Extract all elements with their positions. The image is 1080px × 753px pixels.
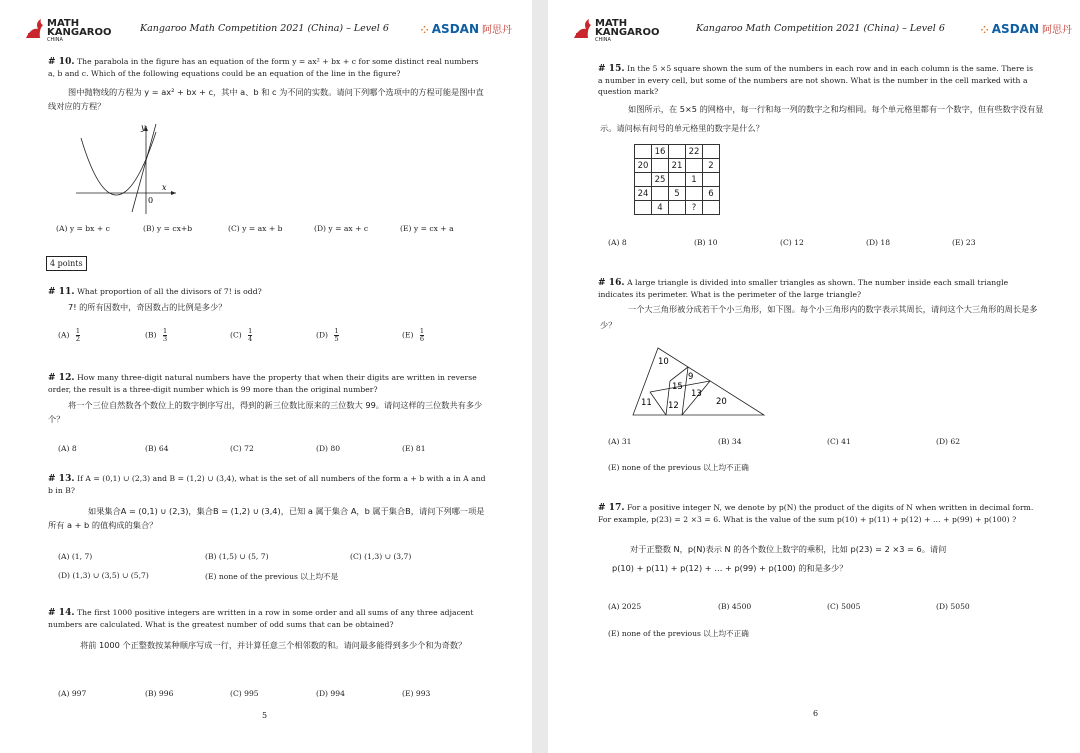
q14-number: # 14. <box>48 608 75 618</box>
q15-grid-cell <box>669 201 686 215</box>
q15-option-b[interactable]: (B) 10 <box>694 238 718 247</box>
kangaroo-logo-icon <box>24 16 48 40</box>
q11-e-numerator: 1 <box>419 327 425 335</box>
q15-grid-cell <box>686 159 703 173</box>
q15-grid-cell <box>652 187 669 201</box>
math-kangaroo-logo <box>572 16 662 42</box>
triangle-label-10: 10 <box>658 357 669 367</box>
q16-option-a[interactable]: (A) 31 <box>608 437 632 446</box>
q11-option-b-label: (B) <box>145 330 157 340</box>
q11-option-d[interactable] <box>316 328 339 343</box>
q17-option-c[interactable]: (C) 5005 <box>827 602 861 611</box>
q15-grid-cell: 16 <box>652 145 669 159</box>
q17-english <box>598 502 1042 525</box>
q15-grid-cell <box>703 201 720 215</box>
q16-option-e[interactable]: (E) none of the previous 以上均不正确 <box>608 463 749 472</box>
q13-text: If A = (0,1) ∪ (2,3) and B = (1,2) ∪ (3,4), what is the set of all numbers of the form a + b with a in A and b in B? <box>48 474 486 495</box>
q16-option-b[interactable]: (B) 34 <box>718 437 742 446</box>
q11-b-denominator: 3 <box>162 335 168 343</box>
header-title: Kangaroo Math Competition 2021 (China) – Level 6 <box>140 23 389 34</box>
q11-option-d-label: (D) <box>316 330 329 340</box>
q15-grid-cell <box>669 145 686 159</box>
q10-chinese: 图中抛物线的方程为 y = ax² + bx + c，其中 a、b 和 c 为不同的实数。请问下列哪个选项中的方程可能是图中直线对应的方程？ <box>48 87 484 111</box>
q15-option-a[interactable]: (A) 8 <box>608 238 627 247</box>
q10-option-b[interactable]: (B) y = cx+b <box>143 224 193 233</box>
q15-grid <box>634 144 720 215</box>
q11-b-numerator: 1 <box>162 327 168 335</box>
q15-english <box>598 63 1038 97</box>
logo-line-1: MATH <box>47 18 80 29</box>
q15-grid-cell: 6 <box>703 187 720 201</box>
q13-number: # 13. <box>48 474 75 484</box>
q11-number: # 11. <box>48 287 75 297</box>
q15-grid-cell <box>669 173 686 187</box>
points-section-label: 4 points <box>46 256 87 271</box>
q17-text: For a positive integer N, we denote by p(N) the product of the digits of N when written in decimal form. For example, p(23) = 2 ×3 = 6. What is the value of the sum p(10) + p(11) + p(12) + … + p(99) + p(100) ? <box>598 503 1034 524</box>
triangle-label-20: 20 <box>716 397 727 407</box>
asdan-brand-cn: 阿思丹 <box>482 25 512 36</box>
q12-option-d[interactable]: (D) 80 <box>316 444 341 453</box>
q15-grid-cell: 20 <box>635 159 652 173</box>
q15-grid-cell <box>686 187 703 201</box>
q11-option-e[interactable] <box>402 328 424 343</box>
q11-d-denominator: 5 <box>334 335 339 343</box>
q13-option-d[interactable]: (D) (1,3) ∪ (3,5) ∪ (5,7) <box>58 571 149 580</box>
q11-option-c[interactable] <box>230 328 252 343</box>
q12-number: # 12. <box>48 373 75 383</box>
q15-grid-row <box>635 173 720 187</box>
q17-option-a[interactable]: (A) 2025 <box>608 602 642 611</box>
asdan-dots-icon: ⁘ <box>420 25 429 36</box>
q12-english <box>48 372 488 395</box>
q10-option-d[interactable]: (D) y = ax + c <box>314 224 369 233</box>
logo-text <box>595 19 660 43</box>
q15-grid-cell: 4 <box>652 201 669 215</box>
q12-option-a[interactable]: (A) 8 <box>58 444 77 453</box>
kangaroo-logo-icon <box>572 16 596 40</box>
q11-option-a-label: (A) <box>58 330 70 340</box>
q14-option-a[interactable]: (A) 997 <box>58 689 87 698</box>
q14-english <box>48 607 488 630</box>
q10-origin-label: 0 <box>148 196 154 205</box>
q16-triangle-figure <box>630 345 770 417</box>
q15-grid-row <box>635 145 720 159</box>
q16-number: # 16. <box>598 278 625 288</box>
q14-option-e[interactable]: (E) 993 <box>402 689 431 698</box>
triangle-label-15: 15 <box>672 382 683 392</box>
q10-option-e[interactable]: (E) y = cx + a <box>400 224 454 233</box>
q15-grid-cell <box>635 173 652 187</box>
asdan-logo <box>980 21 1072 36</box>
q16-chinese: 一个大三角形被分成若干个小三角形，如下图。每个小三角形内的数字表示其周长，请问这个大三角形的周长是多少？ <box>600 304 1038 330</box>
q15-grid-cell: 21 <box>669 159 686 173</box>
q12-option-e[interactable]: (E) 81 <box>402 444 426 453</box>
q13-option-b[interactable]: (B) (1,5) ∪ (5, 7) <box>205 552 269 561</box>
q11-option-a[interactable] <box>58 328 80 343</box>
q10-y-label: y <box>141 123 146 132</box>
q15-grid-cell: 24 <box>635 187 652 201</box>
q16-english <box>598 277 1038 300</box>
q12-option-b[interactable]: (B) 64 <box>145 444 169 453</box>
q11-text: What proportion of all the divisors of 7! is odd? <box>77 287 262 296</box>
q11-c-denominator: 4 <box>248 335 253 343</box>
q10-x-label: x <box>162 183 167 192</box>
q15-grid-cell: 22 <box>686 145 703 159</box>
asdan-dots-icon: ⁘ <box>980 25 989 36</box>
q11-option-e-label: (E) <box>402 330 414 340</box>
q10-figure <box>74 120 184 216</box>
q15-option-c[interactable]: (C) 12 <box>780 238 804 247</box>
asdan-logo <box>420 21 512 36</box>
page-number: 6 <box>813 709 819 718</box>
logo-line-2: KANGAROO <box>47 27 112 38</box>
logo-line-2: KANGAROO <box>595 27 660 38</box>
q13-option-e[interactable]: (E) none of the previous 以上均不是 <box>205 572 339 581</box>
q15-grid-cell: 25 <box>652 173 669 187</box>
page-6 <box>548 0 1080 753</box>
header-title: Kangaroo Math Competition 2021 (China) – Level 6 <box>696 23 945 34</box>
q15-grid-cell <box>635 145 652 159</box>
q13-option-c[interactable]: (C) (1,3) ∪ (3,7) <box>350 552 412 561</box>
q11-option-c-label: (C) <box>230 330 242 340</box>
q15-grid-row <box>635 201 720 215</box>
q15-grid-cell <box>652 159 669 173</box>
logo-line-3: CHINA <box>595 37 611 43</box>
q16-option-d[interactable]: (D) 62 <box>936 437 961 446</box>
q15-grid-cell: 5 <box>669 187 686 201</box>
q12-option-c[interactable]: (C) 72 <box>230 444 254 453</box>
page-number: 5 <box>262 711 268 720</box>
triangle-label-9: 9 <box>688 372 694 382</box>
q17-number: # 17. <box>598 503 625 513</box>
q10-option-a[interactable]: (A) y = bx + c <box>56 224 110 233</box>
q14-option-b[interactable]: (B) 996 <box>145 689 174 698</box>
q15-text: In the 5 ×5 square shown the sum of the numbers in each row and in each column is the same. There is a number in every cell, but some of the numbers are not shown. What is the number in the cell marked with a question mark? <box>598 64 1034 96</box>
page-header <box>0 14 532 44</box>
q15-grid-cell: ? <box>686 201 703 215</box>
q17-option-e[interactable]: (E) none of the previous 以上均不正确 <box>608 629 749 638</box>
triangle-label-11: 11 <box>641 398 652 408</box>
page-5 <box>0 0 532 753</box>
triangle-label-13: 13 <box>691 389 702 399</box>
large-triangle <box>633 348 764 415</box>
q13-english <box>48 473 488 496</box>
q11-d-numerator: 1 <box>334 327 339 335</box>
asdan-brand: ASDAN <box>991 22 1039 36</box>
triangle-label-12: 12 <box>668 401 679 411</box>
q11-english <box>48 286 488 298</box>
q15-grid-cell: 2 <box>703 159 720 173</box>
q15-chinese: 如图所示，在 5×5 的网格中，每一行和每一列的数字之和均相同。每个单元格里都有一个数字，但有些数字没有显示。请问标有问号的单元格里的数字是什么？ <box>600 104 1044 133</box>
page-header <box>548 14 1080 44</box>
q15-grid-row <box>635 187 720 201</box>
q14-option-c[interactable]: (C) 995 <box>230 689 259 698</box>
q10-option-c[interactable]: (C) y = ax + b <box>228 224 283 233</box>
q10-number: # 10. <box>48 57 75 67</box>
q14-chinese: 将前 1000 个正整数按某种顺序写成一行，并计算任意三个相邻数的和。请问最多能得到多少个和为奇数？ <box>80 640 467 650</box>
q10-parabola <box>81 132 156 195</box>
q11-e-denominator: 6 <box>419 335 425 343</box>
q17-option-d[interactable]: (D) 5050 <box>936 602 970 611</box>
q11-a-numerator: 1 <box>75 327 80 335</box>
q17-chinese-line2: p(10) + p(11) + p(12) + … + p(99) + p(100) 的和是多少？ <box>612 563 848 573</box>
q12-chinese: 将一个三位自然数各个数位上的数字倒序写出，得到的新三位数比原来的三位数大 99。请问这样的三位数共有多少个？ <box>48 400 483 424</box>
q16-option-c[interactable]: (C) 41 <box>827 437 851 446</box>
q15-grid-cell <box>703 145 720 159</box>
q15-number: # 15. <box>598 64 625 74</box>
q11-chinese: 7! 的所有因数中，奇因数占的比例是多少？ <box>68 302 227 312</box>
logo-line-1: MATH <box>595 18 628 29</box>
q15-option-d[interactable]: (D) 18 <box>866 238 891 247</box>
q15-grid-cell <box>703 173 720 187</box>
q10-english <box>48 56 488 79</box>
asdan-brand-cn: 阿思丹 <box>1042 25 1072 36</box>
q14-text: The first 1000 positive integers are written in a row in some order and all sums of any three adjacent numbers are calculated. What is the greatest number of odd sums that can be obtained? <box>48 608 474 629</box>
q15-grid-cell: 1 <box>686 173 703 187</box>
q11-a-denominator: 2 <box>75 335 80 343</box>
q16-text: A large triangle is divided into smaller triangles as shown. The number inside each small triangle indicates its perimeter. What is the perimeter of the large triangle? <box>598 278 1009 299</box>
q10-text: The parabola in the figure has an equation of the form y = ax² + bx + c for some distinct real numbers a, b and c. Which of the following equations could be an equation of the line in the figure? <box>48 57 479 78</box>
q15-grid-row <box>635 159 720 173</box>
q12-text: How many three-digit natural numbers have the property that when their digits are written in reverse order, the result is a three-digit number which is 99 more than the original number? <box>48 373 477 394</box>
q14-option-d[interactable]: (D) 994 <box>316 689 345 698</box>
asdan-brand: ASDAN <box>431 22 479 36</box>
q15-option-e[interactable]: (E) 23 <box>952 238 976 247</box>
q13-chinese: 如果集合A = (0,1) ∪ (2,3)，集合B = (1,2) ∪ (3,4)，已知 a 属于集合 A，b 属于集合B，请问下列哪一项是所有 a + b 的值构成的集合？ <box>48 506 485 530</box>
q11-c-numerator: 1 <box>248 327 253 335</box>
logo-text <box>47 19 112 43</box>
q17-chinese-line1: 对于正整数 N，p(N)表示 N 的各个数位上数字的乘积，比如 p(23) = 2 ×3 = 6。请问 <box>630 544 947 554</box>
q15-grid-cell <box>635 201 652 215</box>
math-kangaroo-logo <box>24 16 114 42</box>
q11-option-b[interactable] <box>145 328 167 343</box>
q17-option-b[interactable]: (B) 4500 <box>718 602 752 611</box>
q13-option-a[interactable]: (A) (1, 7) <box>58 552 93 561</box>
logo-line-3: CHINA <box>47 37 63 43</box>
